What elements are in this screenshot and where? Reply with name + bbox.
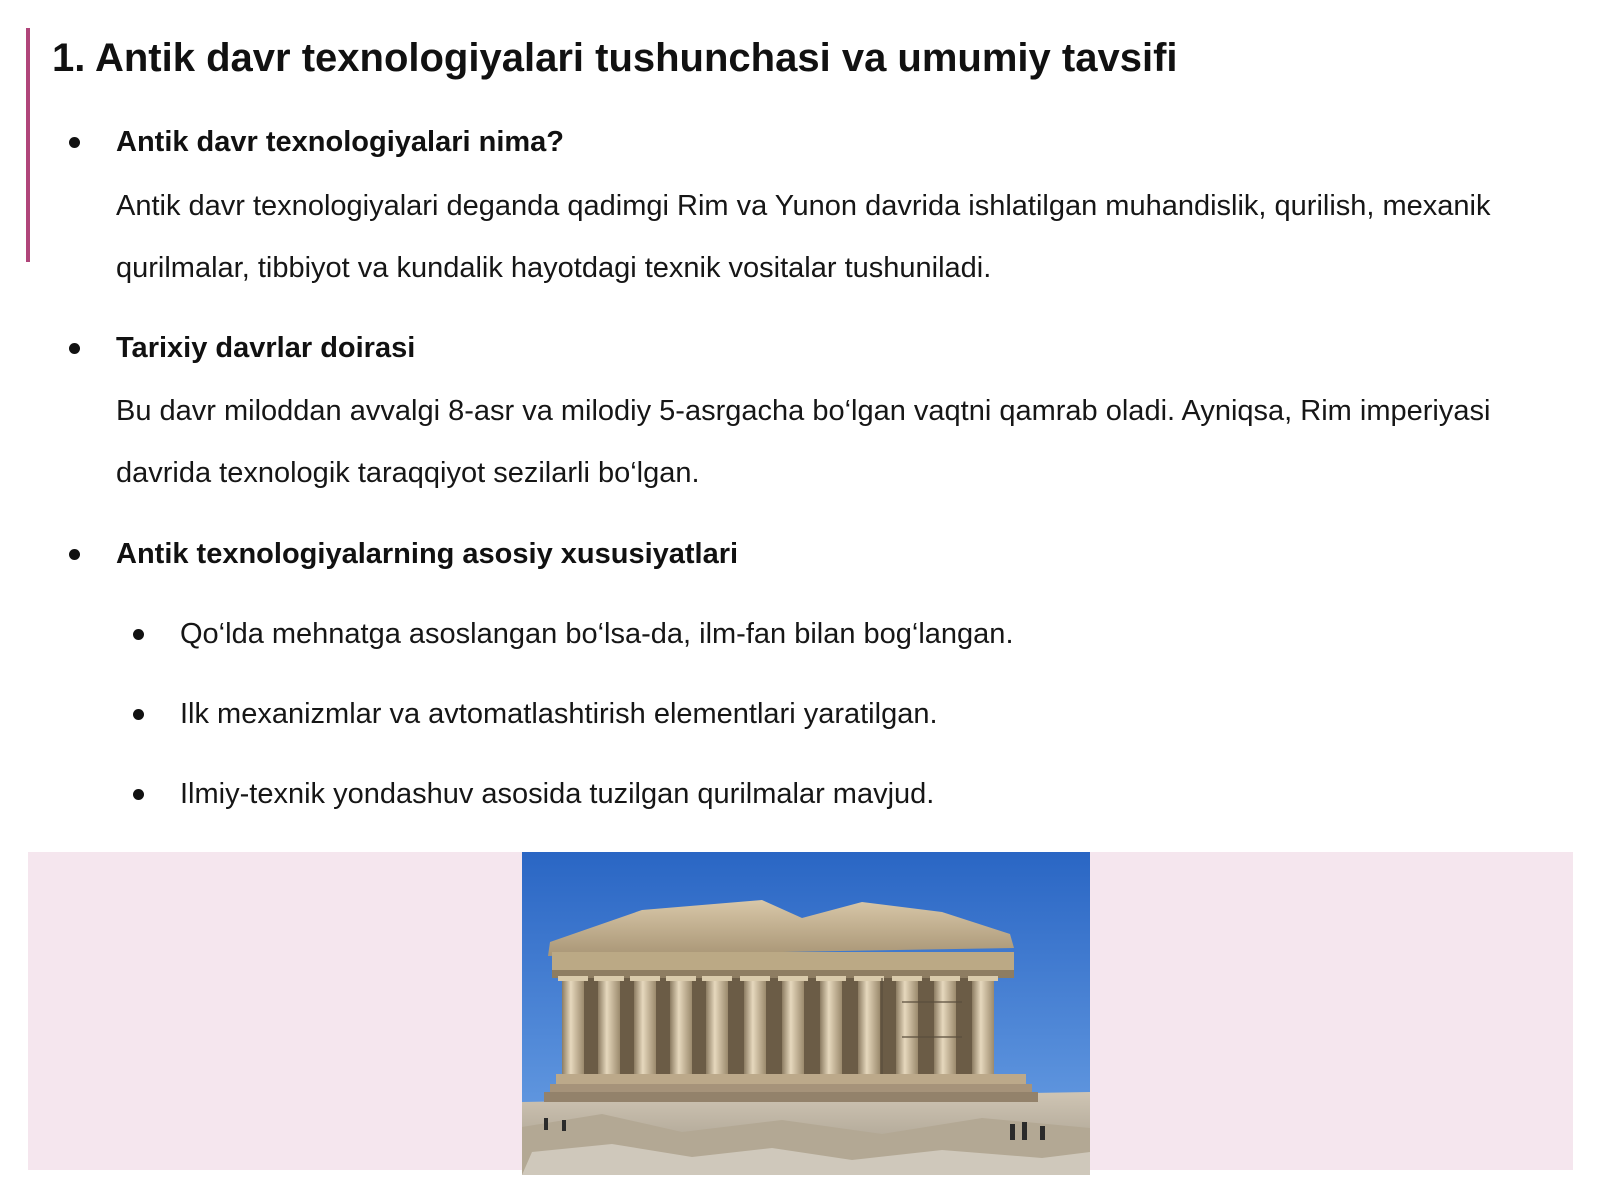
sub-list-item: Ilk mexanizmlar va avtomatlashtirish elementlari yaratilgan. xyxy=(180,698,938,730)
item-body: Antik davr texnologiyalari deganda qadimgi Rim va Yunon davrida ishlatilgan muhandislik, qurilish, mexanik qurilmalar, tibbiyot va kundalik hayotdagi texnik vositalar tushuniladi. xyxy=(116,190,1491,284)
sub-bullet-dot xyxy=(133,629,144,640)
bullet-dot xyxy=(69,137,80,148)
bullet-dot xyxy=(69,343,80,354)
section-title: 1. Antik davr texnologiyalari tushunchasi va umumiy tavsifi xyxy=(52,36,1178,80)
sub-bullet-dot xyxy=(133,709,144,720)
bullet-dot xyxy=(69,549,80,560)
sub-list-item: Qo‘lda mehnatga asoslangan bo‘lsa-da, ilm-fan bilan bog‘langan. xyxy=(180,618,1014,650)
item-body: Bu davr miloddan avvalgi 8-asr va milodiy 5-asrgacha bo‘lgan vaqtni qamrab oladi. Ayniqsa, Rim imperiyasi davrida texnologik taraqqiyot sezilarli bo‘lgan. xyxy=(116,395,1491,489)
item-heading: Tarixiy davrlar doirasi xyxy=(116,332,416,364)
item-heading: Antik texnologiyalarning asosiy xususiyatlari xyxy=(116,538,739,570)
section-accent-bar xyxy=(26,28,30,262)
sub-list-item: Ilmiy-texnik yondashuv asosida tuzilgan qurilmalar mavjud. xyxy=(180,778,935,810)
sub-bullet-dot xyxy=(133,789,144,800)
item-heading: Antik davr texnologiyalari nima? xyxy=(116,126,564,158)
parthenon-photo xyxy=(522,852,1090,1175)
